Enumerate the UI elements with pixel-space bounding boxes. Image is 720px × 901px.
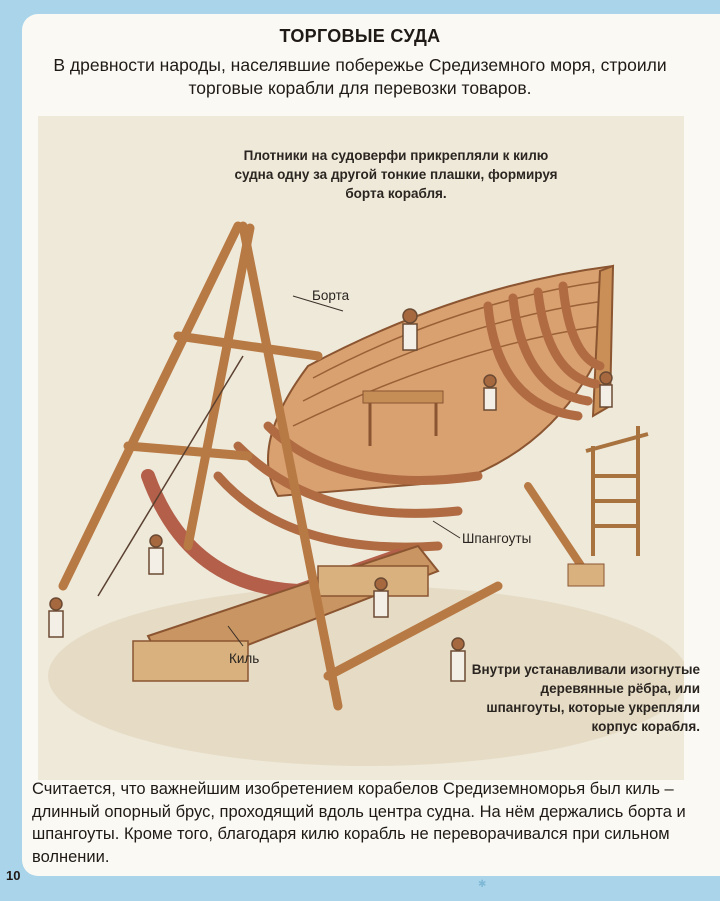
- worker-head: [484, 375, 496, 387]
- ladder-group: [586, 426, 648, 556]
- workbench: [363, 391, 443, 403]
- body-paragraph: Считается, что важнейшим изобретением корабелов Средиземноморья был киль – длинный опорный брус, проходящий вдоль центра судна. На нём держались борта и шпангоуты. Кроме того, благодаря килю корабль не переворачивался при сильном волнении.: [32, 780, 686, 866]
- callout-planks: Плотники на судоверфи прикрепляли к килю судна одну за другой тонкие плашки, формируя борта корабля.: [234, 148, 558, 201]
- worker-body: [374, 591, 388, 617]
- worker-body: [49, 611, 63, 637]
- decorative-star-icon: ✱: [478, 879, 487, 890]
- page-title: ТОРГОВЫЕ СУДА: [279, 26, 441, 46]
- worker-body: [149, 548, 163, 574]
- worker-head: [375, 578, 387, 590]
- worker-head: [150, 535, 162, 547]
- page-number: 10: [6, 868, 21, 883]
- worker-head: [403, 309, 417, 323]
- intro-text: В древности народы, населявшие побережье Средиземного моря, строили торговые корабли для перевозки товаров.: [53, 55, 667, 98]
- worker-body: [600, 385, 612, 407]
- worker-body: [484, 388, 496, 410]
- label-shpangouty: Шпангоуты: [462, 531, 532, 546]
- label-kil: Киль: [229, 651, 260, 666]
- worker-head: [452, 638, 464, 650]
- leader-shpangouty: [433, 521, 460, 538]
- prop-block: [568, 564, 604, 586]
- worker-body: [403, 324, 417, 350]
- callout-frames: Внутри устанавливали изогнутые деревянные рёбра, или шпангоуты, которые укрепляли корпус корабля.: [471, 662, 700, 734]
- keel-block: [318, 566, 428, 596]
- worker-head: [600, 372, 612, 384]
- worker-head: [50, 598, 62, 610]
- label-borta: Борта: [312, 288, 350, 303]
- crane-beam: [178, 336, 318, 356]
- prop-beam: [528, 486, 588, 576]
